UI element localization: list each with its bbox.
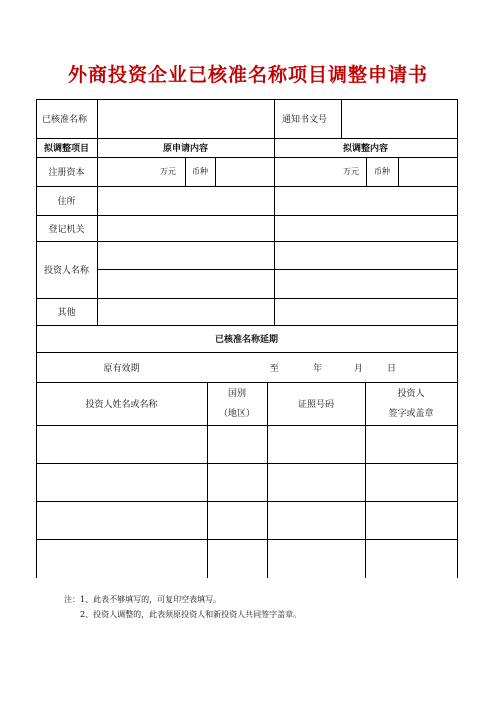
proposed-registrar-field[interactable] <box>275 216 457 241</box>
approved-name-field[interactable] <box>98 100 274 138</box>
proposed-capital-field[interactable] <box>275 158 341 186</box>
proposed-content-header: 拟调整内容 <box>342 144 388 154</box>
signature-header-line2: 签字或盖章 <box>388 408 434 419</box>
validity-year-label: 年 <box>313 363 323 374</box>
validity-to-label: 至 <box>270 363 280 374</box>
notice-number-field[interactable] <box>342 100 457 138</box>
original-currency-label: 币种 <box>192 167 208 176</box>
investor-name-label: 投资人名称 <box>43 266 89 276</box>
proposed-residence-field[interactable] <box>275 187 457 215</box>
footnote-1: 注：1、此表不够填写的，可复印空表填写。 <box>64 595 222 604</box>
extension-section-title: 已核准名称延期 <box>214 335 278 345</box>
proposed-other-field[interactable] <box>275 299 457 325</box>
country-column-header <box>207 382 267 425</box>
original-other-field[interactable] <box>98 299 274 325</box>
proposed-investor-field-1[interactable] <box>275 242 457 269</box>
proposed-currency-label: 币种 <box>374 167 390 176</box>
country-header-line1: 国别 <box>227 388 246 399</box>
investor-name-column-header: 投资人姓名或名称 <box>85 400 158 410</box>
table-border-right <box>457 99 458 578</box>
original-capital-field[interactable] <box>98 158 158 186</box>
investor-row-2-name[interactable] <box>37 464 207 501</box>
validity-day-label: 日 <box>387 363 397 374</box>
original-capital-unit: 万元 <box>160 167 176 176</box>
original-currency-field[interactable] <box>216 158 274 186</box>
other-label: 其他 <box>57 308 76 318</box>
original-investor-field-1[interactable] <box>98 242 274 269</box>
original-residence-field[interactable] <box>98 187 274 215</box>
adjust-item-header: 拟调整项目 <box>43 144 89 154</box>
country-header-line2: （地区） <box>218 408 255 419</box>
validity-month-label: 月 <box>354 363 364 374</box>
page-title: 外商投资企业已核准名称项目调整申请书 <box>67 64 428 86</box>
proposed-capital-unit: 万元 <box>343 167 359 176</box>
original-validity-label: 原有效期 <box>103 363 140 374</box>
registered-capital-label: 注册资本 <box>48 168 85 178</box>
footnote-2: 2、投资人调整的，此表须原投资人和新投资人共同签字盖章。 <box>80 610 302 619</box>
investor-row-1-name[interactable] <box>37 426 207 463</box>
signature-header-line1: 投资人 <box>397 388 425 399</box>
original-investor-field-2[interactable] <box>98 270 274 298</box>
approved-name-label: 已核准名称 <box>42 115 88 125</box>
notice-number-label: 通知书文号 <box>282 115 328 125</box>
investor-row-4-name[interactable] <box>37 540 207 578</box>
residence-label: 住所 <box>57 197 76 207</box>
original-content-header: 原申请内容 <box>162 144 208 154</box>
investor-row-3-name[interactable] <box>37 502 207 539</box>
license-number-column-header: 证照号码 <box>297 400 334 410</box>
signature-column-header <box>365 382 457 425</box>
footnotes <box>64 592 301 622</box>
proposed-investor-field-2[interactable] <box>275 270 457 298</box>
proposed-currency-field[interactable] <box>399 158 457 186</box>
registration-authority-label: 登记机关 <box>48 224 85 235</box>
original-registrar-field[interactable] <box>98 216 274 241</box>
